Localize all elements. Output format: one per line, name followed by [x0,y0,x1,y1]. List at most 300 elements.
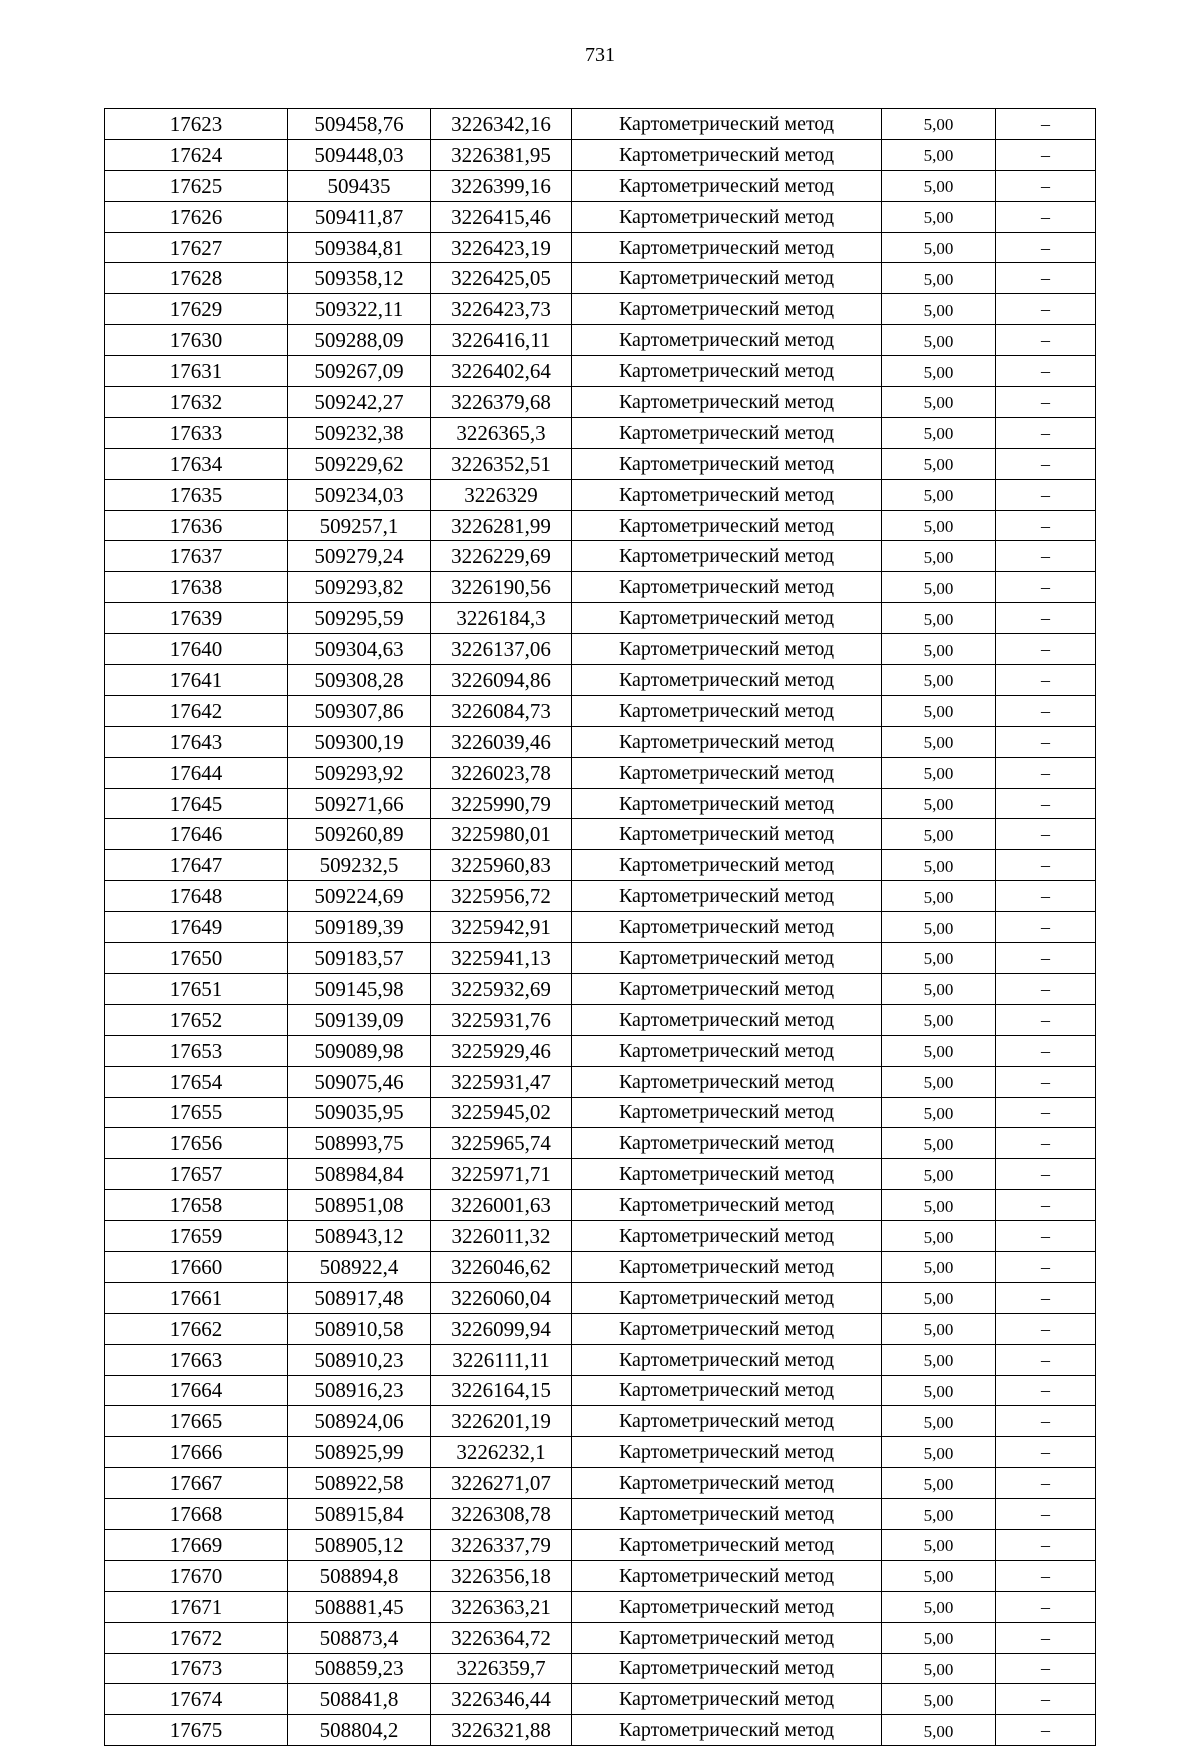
point-number-cell: 17657 [105,1159,288,1190]
y-coordinate-cell: 3226281,99 [431,510,572,541]
note-cell: – [996,1128,1096,1159]
point-number-cell: 17643 [105,726,288,757]
method-cell: Картометрический метод [572,726,882,757]
table-row [105,1313,1096,1344]
method-cell: Картометрический метод [572,1468,882,1499]
x-coordinate-cell: 509300,19 [288,726,431,757]
note-cell: – [996,1715,1096,1746]
point-number-cell: 17625 [105,170,288,201]
point-number-cell: 17653 [105,1035,288,1066]
x-coordinate-cell: 509295,59 [288,603,431,634]
point-number-cell: 17632 [105,387,288,418]
accuracy-cell: 5,00 [882,170,996,201]
y-coordinate-cell: 3225932,69 [431,973,572,1004]
table-row [105,850,1096,881]
x-coordinate-cell: 509458,76 [288,109,431,140]
note-cell: – [996,263,1096,294]
note-cell: – [996,417,1096,448]
table-row [105,1282,1096,1313]
point-number-cell: 17675 [105,1715,288,1746]
point-number-cell: 17624 [105,139,288,170]
y-coordinate-cell: 3226308,78 [431,1499,572,1530]
point-number-cell: 17669 [105,1529,288,1560]
table-row [105,634,1096,665]
y-coordinate-cell: 3225931,47 [431,1066,572,1097]
method-cell: Картометрический метод [572,757,882,788]
note-cell: – [996,356,1096,387]
x-coordinate-cell: 509307,86 [288,695,431,726]
note-cell: – [996,1313,1096,1344]
page-number: 731 [585,44,615,66]
table-row [105,1715,1096,1746]
accuracy-cell: 5,00 [882,1128,996,1159]
note-cell: – [996,1468,1096,1499]
accuracy-cell: 5,00 [882,634,996,665]
point-number-cell: 17633 [105,417,288,448]
x-coordinate-cell: 508925,99 [288,1437,431,1468]
note-cell: – [996,1437,1096,1468]
point-number-cell: 17630 [105,325,288,356]
y-coordinate-cell: 3226415,46 [431,201,572,232]
point-number-cell: 17648 [105,881,288,912]
note-cell: – [996,1653,1096,1684]
y-coordinate-cell: 3226232,1 [431,1437,572,1468]
point-number-cell: 17674 [105,1684,288,1715]
table-row [105,1499,1096,1530]
table-row [105,1591,1096,1622]
y-coordinate-cell: 3226346,44 [431,1684,572,1715]
y-coordinate-cell: 3226365,3 [431,417,572,448]
table-row [105,726,1096,757]
method-cell: Картометрический метод [572,695,882,726]
x-coordinate-cell: 508924,06 [288,1406,431,1437]
note-cell: – [996,603,1096,634]
note-cell: – [996,1591,1096,1622]
note-cell: – [996,232,1096,263]
note-cell: – [996,1251,1096,1282]
table-row [105,541,1096,572]
x-coordinate-cell: 509189,39 [288,912,431,943]
x-coordinate-cell: 509411,87 [288,201,431,232]
table-row [105,417,1096,448]
y-coordinate-cell: 3226416,11 [431,325,572,356]
x-coordinate-cell: 509229,62 [288,448,431,479]
x-coordinate-cell: 508873,4 [288,1622,431,1653]
table-row [105,695,1096,726]
method-cell: Картометрический метод [572,1437,882,1468]
note-cell: – [996,1684,1096,1715]
table-row [105,788,1096,819]
point-number-cell: 17636 [105,510,288,541]
accuracy-cell: 5,00 [882,1684,996,1715]
table-row [105,1560,1096,1591]
y-coordinate-cell: 3226023,78 [431,757,572,788]
table-row [105,665,1096,696]
accuracy-cell: 5,00 [882,1468,996,1499]
y-coordinate-cell: 3226094,86 [431,665,572,696]
accuracy-cell: 5,00 [882,1344,996,1375]
x-coordinate-cell: 509139,09 [288,1004,431,1035]
x-coordinate-cell: 509384,81 [288,232,431,263]
accuracy-cell: 5,00 [882,417,996,448]
x-coordinate-cell: 509075,46 [288,1066,431,1097]
point-number-cell: 17637 [105,541,288,572]
y-coordinate-cell: 3225965,74 [431,1128,572,1159]
accuracy-cell: 5,00 [882,1221,996,1252]
point-number-cell: 17634 [105,448,288,479]
point-number-cell: 17640 [105,634,288,665]
point-number-cell: 17662 [105,1313,288,1344]
y-coordinate-cell: 3226423,19 [431,232,572,263]
point-number-cell: 17641 [105,665,288,696]
y-coordinate-cell: 3226352,51 [431,448,572,479]
point-number-cell: 17631 [105,356,288,387]
table-row [105,1437,1096,1468]
method-cell: Картометрический метод [572,479,882,510]
method-cell: Картометрический метод [572,1251,882,1282]
accuracy-cell: 5,00 [882,1437,996,1468]
y-coordinate-cell: 3226001,63 [431,1190,572,1221]
method-cell: Картометрический метод [572,1375,882,1406]
table-row [105,1190,1096,1221]
table-row [105,139,1096,170]
method-cell: Картометрический метод [572,1622,882,1653]
table-row [105,1097,1096,1128]
accuracy-cell: 5,00 [882,1499,996,1530]
x-coordinate-cell: 509035,95 [288,1097,431,1128]
accuracy-cell: 5,00 [882,263,996,294]
point-number-cell: 17660 [105,1251,288,1282]
point-number-cell: 17667 [105,1468,288,1499]
y-coordinate-cell: 3225990,79 [431,788,572,819]
y-coordinate-cell: 3225971,71 [431,1159,572,1190]
table-row [105,1251,1096,1282]
point-number-cell: 17651 [105,973,288,1004]
method-cell: Картометрический метод [572,263,882,294]
table-row [105,912,1096,943]
method-cell: Картометрический метод [572,881,882,912]
method-cell: Картометрический метод [572,788,882,819]
note-cell: – [996,1190,1096,1221]
note-cell: – [996,109,1096,140]
table-row [105,819,1096,850]
accuracy-cell: 5,00 [882,850,996,881]
accuracy-cell: 5,00 [882,1529,996,1560]
point-number-cell: 17629 [105,294,288,325]
table-row [105,1035,1096,1066]
y-coordinate-cell: 3226039,46 [431,726,572,757]
method-cell: Картометрический метод [572,1406,882,1437]
accuracy-cell: 5,00 [882,1097,996,1128]
method-cell: Картометрический метод [572,417,882,448]
x-coordinate-cell: 508841,8 [288,1684,431,1715]
accuracy-cell: 5,00 [882,603,996,634]
note-cell: – [996,757,1096,788]
y-coordinate-cell: 3226379,68 [431,387,572,418]
point-number-cell: 17626 [105,201,288,232]
accuracy-cell: 5,00 [882,788,996,819]
note-cell: – [996,294,1096,325]
note-cell: – [996,973,1096,1004]
method-cell: Картометрический метод [572,1190,882,1221]
accuracy-cell: 5,00 [882,1375,996,1406]
table-row [105,881,1096,912]
method-cell: Картометрический метод [572,603,882,634]
method-cell: Картометрический метод [572,1159,882,1190]
y-coordinate-cell: 3225956,72 [431,881,572,912]
y-coordinate-cell: 3226364,72 [431,1622,572,1653]
x-coordinate-cell: 509242,27 [288,387,431,418]
note-cell: – [996,1344,1096,1375]
y-coordinate-cell: 3225941,13 [431,943,572,974]
method-cell: Картометрический метод [572,1684,882,1715]
note-cell: – [996,1004,1096,1035]
note-cell: – [996,1560,1096,1591]
note-cell: – [996,201,1096,232]
point-number-cell: 17649 [105,912,288,943]
note-cell: – [996,1375,1096,1406]
point-number-cell: 17668 [105,1499,288,1530]
x-coordinate-cell: 509271,66 [288,788,431,819]
x-coordinate-cell: 508859,23 [288,1653,431,1684]
method-cell: Картометрический метод [572,387,882,418]
table-row [105,943,1096,974]
method-cell: Картометрический метод [572,541,882,572]
y-coordinate-cell: 3225929,46 [431,1035,572,1066]
accuracy-cell: 5,00 [882,1560,996,1591]
y-coordinate-cell: 3225960,83 [431,850,572,881]
method-cell: Картометрический метод [572,850,882,881]
note-cell: – [996,695,1096,726]
accuracy-cell: 5,00 [882,139,996,170]
accuracy-cell: 5,00 [882,1591,996,1622]
method-cell: Картометрический метод [572,1344,882,1375]
method-cell: Картометрический метод [572,1097,882,1128]
x-coordinate-cell: 508915,84 [288,1499,431,1530]
point-number-cell: 17647 [105,850,288,881]
method-cell: Картометрический метод [572,1715,882,1746]
accuracy-cell: 5,00 [882,1622,996,1653]
note-cell: – [996,788,1096,819]
x-coordinate-cell: 509322,11 [288,294,431,325]
table-row [105,1684,1096,1715]
point-number-cell: 17658 [105,1190,288,1221]
table-row [105,572,1096,603]
note-cell: – [996,634,1096,665]
table-row [105,479,1096,510]
y-coordinate-cell: 3226321,88 [431,1715,572,1746]
point-number-cell: 17635 [105,479,288,510]
point-number-cell: 17665 [105,1406,288,1437]
x-coordinate-cell: 509288,09 [288,325,431,356]
x-coordinate-cell: 508881,45 [288,1591,431,1622]
point-number-cell: 17650 [105,943,288,974]
x-coordinate-cell: 508984,84 [288,1159,431,1190]
note-cell: – [996,572,1096,603]
accuracy-cell: 5,00 [882,1035,996,1066]
accuracy-cell: 5,00 [882,973,996,1004]
method-cell: Картометрический метод [572,943,882,974]
method-cell: Картометрический метод [572,448,882,479]
table-row [105,263,1096,294]
y-coordinate-cell: 3226084,73 [431,695,572,726]
y-coordinate-cell: 3226423,73 [431,294,572,325]
method-cell: Картометрический метод [572,356,882,387]
table-row [105,201,1096,232]
accuracy-cell: 5,00 [882,1406,996,1437]
point-number-cell: 17644 [105,757,288,788]
x-coordinate-cell: 509267,09 [288,356,431,387]
accuracy-cell: 5,00 [882,1066,996,1097]
y-coordinate-cell: 3226046,62 [431,1251,572,1282]
y-coordinate-cell: 3226137,06 [431,634,572,665]
accuracy-cell: 5,00 [882,1313,996,1344]
method-cell: Картометрический метод [572,170,882,201]
accuracy-cell: 5,00 [882,1653,996,1684]
table-row [105,448,1096,479]
note-cell: – [996,819,1096,850]
table-row [105,109,1096,140]
accuracy-cell: 5,00 [882,881,996,912]
method-cell: Картометрический метод [572,665,882,696]
point-number-cell: 17627 [105,232,288,263]
table-row [105,1221,1096,1252]
y-coordinate-cell: 3226425,05 [431,263,572,294]
method-cell: Картометрический метод [572,973,882,1004]
point-number-cell: 17655 [105,1097,288,1128]
accuracy-cell: 5,00 [882,201,996,232]
method-cell: Картометрический метод [572,1591,882,1622]
note-cell: – [996,943,1096,974]
x-coordinate-cell: 509145,98 [288,973,431,1004]
method-cell: Картометрический метод [572,1499,882,1530]
method-cell: Картометрический метод [572,1128,882,1159]
method-cell: Картометрический метод [572,139,882,170]
note-cell: – [996,1097,1096,1128]
table-row [105,973,1096,1004]
table-row [105,1375,1096,1406]
note-cell: – [996,1529,1096,1560]
accuracy-cell: 5,00 [882,943,996,974]
note-cell: – [996,387,1096,418]
point-number-cell: 17638 [105,572,288,603]
x-coordinate-cell: 509232,5 [288,850,431,881]
point-number-cell: 17639 [105,603,288,634]
method-cell: Картометрический метод [572,510,882,541]
method-cell: Картометрический метод [572,201,882,232]
method-cell: Картометрический метод [572,294,882,325]
point-number-cell: 17672 [105,1622,288,1653]
accuracy-cell: 5,00 [882,1159,996,1190]
method-cell: Картометрический метод [572,572,882,603]
note-cell: – [996,448,1096,479]
point-number-cell: 17670 [105,1560,288,1591]
method-cell: Картометрический метод [572,232,882,263]
table-row [105,1344,1096,1375]
note-cell: – [996,1622,1096,1653]
y-coordinate-cell: 3225980,01 [431,819,572,850]
x-coordinate-cell: 508905,12 [288,1529,431,1560]
table-row [105,1004,1096,1035]
note-cell: – [996,1499,1096,1530]
x-coordinate-cell: 509304,63 [288,634,431,665]
note-cell: – [996,479,1096,510]
x-coordinate-cell: 509234,03 [288,479,431,510]
x-coordinate-cell: 509293,92 [288,757,431,788]
accuracy-cell: 5,00 [882,1715,996,1746]
accuracy-cell: 5,00 [882,757,996,788]
accuracy-cell: 5,00 [882,695,996,726]
table-row [105,232,1096,263]
coordinates-table [104,108,1096,1746]
point-number-cell: 17623 [105,109,288,140]
note-cell: – [996,1035,1096,1066]
note-cell: – [996,139,1096,170]
x-coordinate-cell: 509293,82 [288,572,431,603]
accuracy-cell: 5,00 [882,665,996,696]
coordinates-table-body [105,109,1096,1746]
accuracy-cell: 5,00 [882,572,996,603]
accuracy-cell: 5,00 [882,479,996,510]
table-row [105,1159,1096,1190]
accuracy-cell: 5,00 [882,1251,996,1282]
method-cell: Картометрический метод [572,1653,882,1684]
y-coordinate-cell: 3226363,21 [431,1591,572,1622]
y-coordinate-cell: 3226099,94 [431,1313,572,1344]
accuracy-cell: 5,00 [882,819,996,850]
accuracy-cell: 5,00 [882,356,996,387]
accuracy-cell: 5,00 [882,1004,996,1035]
table-row [105,325,1096,356]
y-coordinate-cell: 3226184,3 [431,603,572,634]
point-number-cell: 17661 [105,1282,288,1313]
point-number-cell: 17628 [105,263,288,294]
table-row [105,1128,1096,1159]
y-coordinate-cell: 3226399,16 [431,170,572,201]
y-coordinate-cell: 3226342,16 [431,109,572,140]
x-coordinate-cell: 509435 [288,170,431,201]
accuracy-cell: 5,00 [882,325,996,356]
method-cell: Картометрический метод [572,325,882,356]
point-number-cell: 17659 [105,1221,288,1252]
table-row [105,603,1096,634]
x-coordinate-cell: 509257,1 [288,510,431,541]
note-cell: – [996,1221,1096,1252]
y-coordinate-cell: 3226201,19 [431,1406,572,1437]
method-cell: Картометрический метод [572,1221,882,1252]
x-coordinate-cell: 509224,69 [288,881,431,912]
table-row [105,1653,1096,1684]
accuracy-cell: 5,00 [882,294,996,325]
x-coordinate-cell: 508951,08 [288,1190,431,1221]
x-coordinate-cell: 509232,38 [288,417,431,448]
y-coordinate-cell: 3226111,11 [431,1344,572,1375]
y-coordinate-cell: 3226381,95 [431,139,572,170]
table-row [105,1622,1096,1653]
note-cell: – [996,541,1096,572]
method-cell: Картометрический метод [572,1035,882,1066]
table-row [105,170,1096,201]
accuracy-cell: 5,00 [882,726,996,757]
note-cell: – [996,510,1096,541]
y-coordinate-cell: 3226190,56 [431,572,572,603]
accuracy-cell: 5,00 [882,387,996,418]
method-cell: Картометрический метод [572,1560,882,1591]
table-row [105,510,1096,541]
x-coordinate-cell: 508993,75 [288,1128,431,1159]
y-coordinate-cell: 3226337,79 [431,1529,572,1560]
accuracy-cell: 5,00 [882,510,996,541]
